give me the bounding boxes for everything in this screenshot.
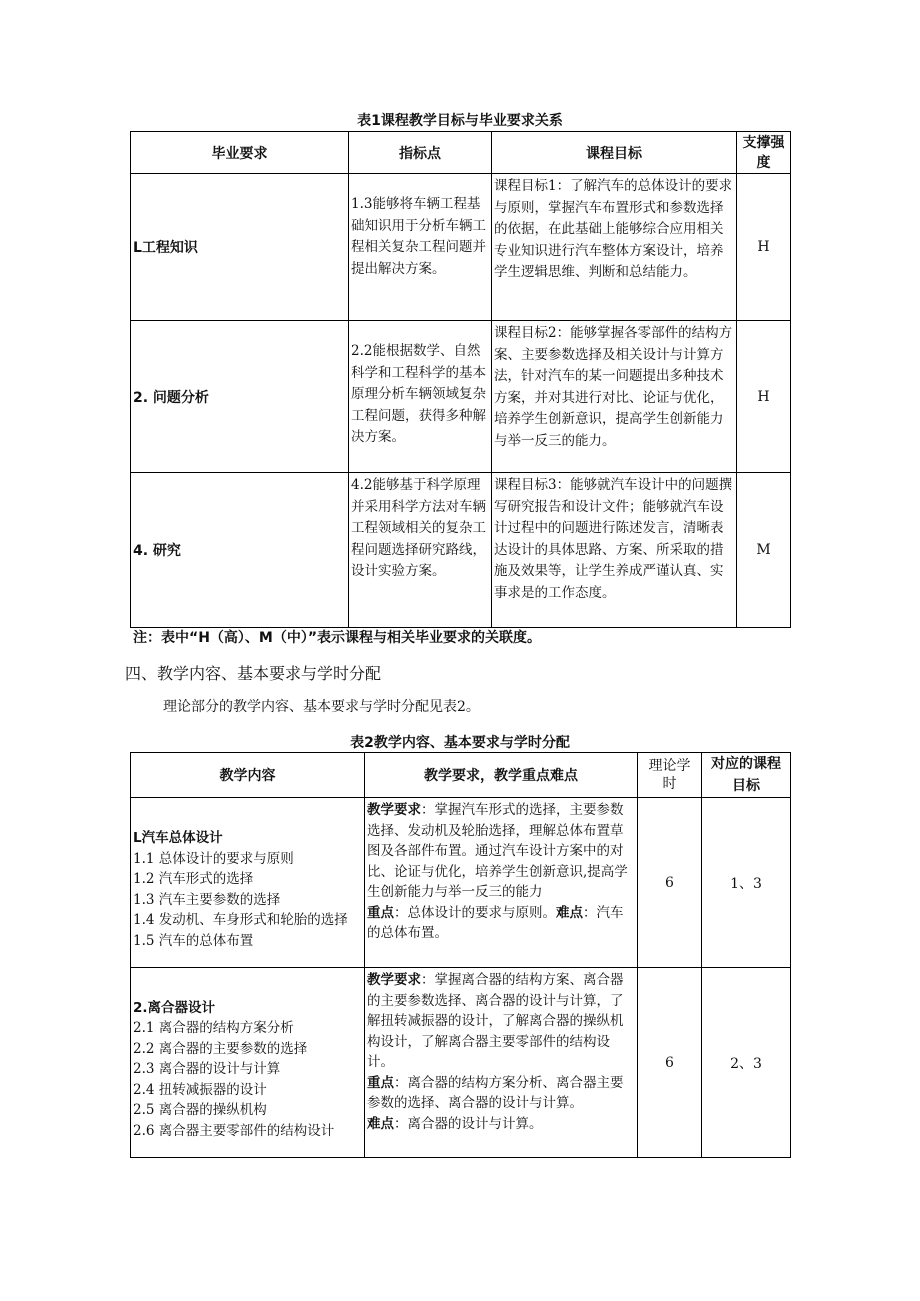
hours-cell: 6: [638, 968, 702, 1158]
content-cell: [131, 798, 365, 968]
table1-note: 注：表中“H（高）、M（中）”表示课程与相关毕业要求的关联度。: [133, 630, 542, 646]
req-label: 教学要求: [367, 972, 421, 988]
list-item: 2.1 离合器的结构方案分析: [133, 1020, 294, 1037]
objectives-cell: 2、3: [702, 968, 791, 1158]
table2-caption: 表2教学内容、基本要求与学时分配: [350, 735, 570, 751]
table2-header-objectives: 对应的课程目标: [702, 753, 791, 798]
table1-header-strength: 支撑强度: [737, 132, 791, 174]
diff-label: 难点: [367, 1115, 394, 1132]
section-paragraph: 理论部分的教学内容、基本要求与学时分配见表2。: [163, 699, 480, 715]
table2: [130, 752, 791, 1158]
table1-header-objective: 课程目标: [492, 132, 737, 174]
key-label: 重点: [367, 1074, 394, 1091]
table2-header-content: 教学内容: [131, 753, 365, 798]
table1-header-indicator: 指标点: [349, 132, 492, 174]
list-item: 1.2 汽车形式的选择: [133, 871, 254, 887]
indicator-cell: [349, 321, 492, 473]
list-item: 1.5 汽车的总体布置: [133, 932, 254, 949]
list-item: 1.4 发动机、车身形式和轮胎的选择: [133, 912, 348, 928]
objectives-cell: 1、3: [702, 798, 791, 968]
table2-header-row: [131, 753, 791, 798]
table-row: [131, 174, 791, 321]
table2-header-requirements: 教学要求，教学重点难点: [365, 753, 638, 798]
list-item: 2.3 离合器的设计与计算: [133, 1061, 281, 1078]
objective-text: 课程目标3：能够就汽车设计中的问题撰写研究报告和设计文件；能够就汽车设计过程中的问题进行陈述发言，清晰表达设计的具体思路、方案、所采取的措施及效果等，让学生养成严谨认真、实事求是的工作态度。: [494, 477, 733, 601]
table-row: [131, 968, 791, 1158]
table-row: [131, 473, 791, 628]
req-label: 教学要求: [367, 802, 421, 818]
table1-header-row: [131, 132, 791, 174]
table-row: [131, 798, 791, 968]
hours-cell: 6: [638, 798, 702, 968]
section-heading: 四、教学内容、基本要求与学时分配: [125, 664, 382, 683]
diff-text: ：汽车的总体布置。: [367, 904, 624, 941]
requirements-cell: [365, 798, 638, 968]
key-label: 重点: [367, 904, 394, 921]
indicator-cell: [349, 174, 492, 321]
table1-header-requirement: 毕业要求: [131, 132, 349, 174]
list-item: 2.4 扭转减振器的设计: [133, 1081, 267, 1098]
indicator-text: 4.2能够基于科学原理并采用科学方法对车辆工程领域相关的复杂工程问题选择研究路线，设计实验方案。: [351, 477, 486, 579]
diff-label: 难点: [556, 904, 583, 921]
requirement-cell: 2. 问题分析: [131, 321, 349, 473]
key-text: ：总体设计的要求与原则。: [394, 904, 556, 921]
table1: [130, 131, 791, 628]
objective-cell: [492, 321, 737, 473]
indicator-text: 2.2能根据数学、自然科学和工程科学的基本原理分析车辆领域复杂工程问题，获得多种解决方案。: [351, 343, 486, 445]
objective-text: 课程目标2：能够掌握各零部件的结构方案、主要参数选择及相关设计与计算方法，针对汽车的某一问题提出多种技术方案，并对其进行对比、论证与优化，培养学生创新意识，提高学生创新能力与举一反三的能力。: [494, 325, 733, 449]
indicator-cell: [349, 473, 492, 628]
table1-caption: 表1课程教学目标与毕业要求关系: [357, 113, 563, 129]
list-item: 2.6 离合器主要零部件的结构设计: [133, 1122, 335, 1139]
indicator-text: 1.3能够将车辆工程基础知识用于分析车辆工程相关复杂工程问题并提出解决方案。: [351, 196, 486, 277]
table2-header-hours: 理论学时: [638, 753, 702, 798]
content-title: L汽车总体设计: [133, 830, 223, 846]
content-title: 2.离合器设计: [133, 999, 216, 1016]
list-item: 2.2 离合器的主要参数的选择: [133, 1040, 308, 1057]
strength-cell: H: [737, 174, 791, 321]
key-text: ：离合器的结构方案分析、离合器主要参数的选择、离合器的设计与计算。: [367, 1074, 624, 1111]
list-item: 1.3 汽车主要参数的选择: [133, 891, 281, 908]
objective-cell: [492, 174, 737, 321]
objective-cell: [492, 473, 737, 628]
content-cell: [131, 968, 365, 1158]
strength-cell: M: [737, 473, 791, 628]
list-item: 1.1 总体设计的要求与原则: [133, 850, 294, 867]
objective-text: 课程目标1：了解汽车的总体设计的要求与原则，掌握汽车布置形式和参数选择的依据，在此基础上能够综合应用相关专业知识进行汽车整体方案设计，培养学生逻辑思维、判断和总结能力。: [494, 178, 733, 280]
strength-cell: H: [737, 321, 791, 473]
diff-text: ：离合器的设计与计算。: [394, 1115, 543, 1132]
req-text: ：掌握离合器的结构方案、离合器的主要参数选择、离合器的设计与计算，了解扭转减振器的设计，了解离合器的操纵机构设计，了解离合器主要零部件的结构设计。: [367, 972, 624, 1070]
list-item: 2.5 离合器的操纵机构: [133, 1102, 267, 1119]
req-text: ：掌握汽车形式的选择，主要参数选择、发动机及轮胎选择，理解总体布置草图及各部件布置。通过汽车设计方案中的对比、论证与优化，培养学生创新意识,提高学生创新能力与举一反三的能力: [367, 802, 628, 900]
requirements-cell: [365, 968, 638, 1158]
requirement-cell: L工程知识: [131, 174, 349, 321]
table-row: [131, 321, 791, 473]
requirement-cell: 4. 研究: [131, 473, 349, 628]
